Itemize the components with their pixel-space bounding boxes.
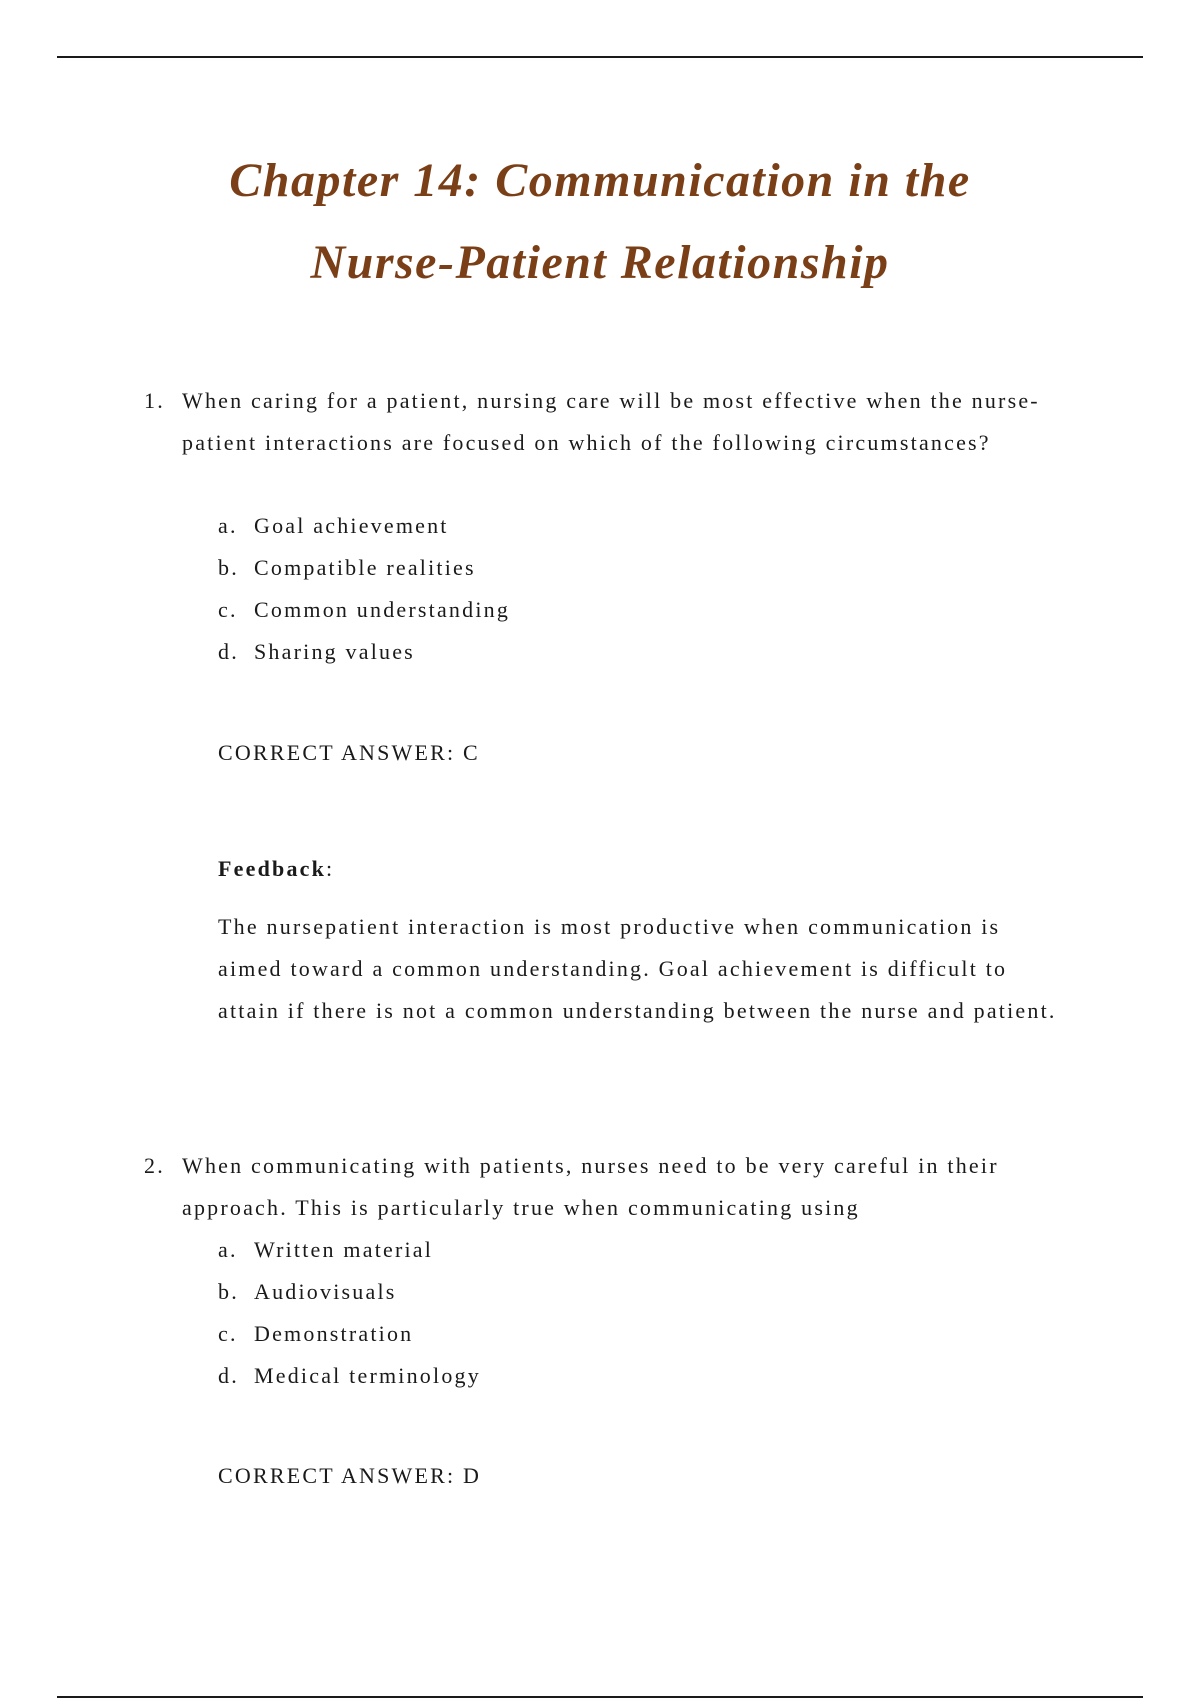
option-text: Common understanding <box>254 597 511 622</box>
option-text: Written material <box>254 1237 434 1262</box>
title-line-2: Nurse-Patient Relationship <box>310 236 890 289</box>
feedback-label-text: Feedback <box>218 856 327 881</box>
option-letter: a. <box>218 513 238 538</box>
option-letter: b. <box>218 555 239 580</box>
feedback-text: The nursepatient interaction is most productive when communication is aimed toward a common understanding. Goal achievement is difficult to attain if there is not a common understanding between the nurse and patient. <box>218 914 1057 1023</box>
question-number: 1. <box>144 388 165 413</box>
option-letter: d. <box>218 1363 239 1388</box>
option-letter: a. <box>218 1237 238 1262</box>
option-b <box>218 547 510 589</box>
option-text: Demonstration <box>254 1321 414 1346</box>
feedback-colon: : <box>326 856 335 881</box>
question-stem: When caring for a patient, nursing care will be most effective when the nurse-patient interactions are focused on which of the following circumstances? <box>182 388 1040 455</box>
option-letter: b. <box>218 1279 239 1304</box>
option-c <box>218 1313 481 1355</box>
option-a <box>218 1229 481 1271</box>
option-text: Medical terminology <box>254 1363 481 1388</box>
top-rule <box>57 56 1143 58</box>
title-line-1: Chapter 14: Communication in the <box>229 154 971 207</box>
bottom-rule <box>57 1696 1143 1698</box>
question-1-options <box>218 505 510 673</box>
feedback-label <box>218 848 334 890</box>
option-a <box>218 505 510 547</box>
correct-answer: CORRECT ANSWER: C <box>218 740 480 765</box>
option-d <box>218 1355 481 1397</box>
option-c <box>218 589 510 631</box>
option-text: Sharing values <box>254 639 415 664</box>
option-text: Compatible realities <box>254 555 476 580</box>
question-2-options <box>218 1229 481 1397</box>
option-b <box>218 1271 481 1313</box>
question-number: 2. <box>144 1153 165 1178</box>
option-letter: c. <box>218 1321 238 1346</box>
question-1 <box>144 380 1064 464</box>
option-d <box>218 631 510 673</box>
option-letter: d. <box>218 639 239 664</box>
correct-answer: CORRECT ANSWER: D <box>218 1463 482 1488</box>
option-text: Goal achievement <box>254 513 449 538</box>
question-2 <box>144 1145 1064 1229</box>
option-letter: c. <box>218 597 238 622</box>
page-title <box>0 140 1200 304</box>
option-text: Audiovisuals <box>254 1279 397 1304</box>
question-stem: When communicating with patients, nurses need to be very careful in their approach. This is particularly true when communicating using <box>182 1153 999 1220</box>
